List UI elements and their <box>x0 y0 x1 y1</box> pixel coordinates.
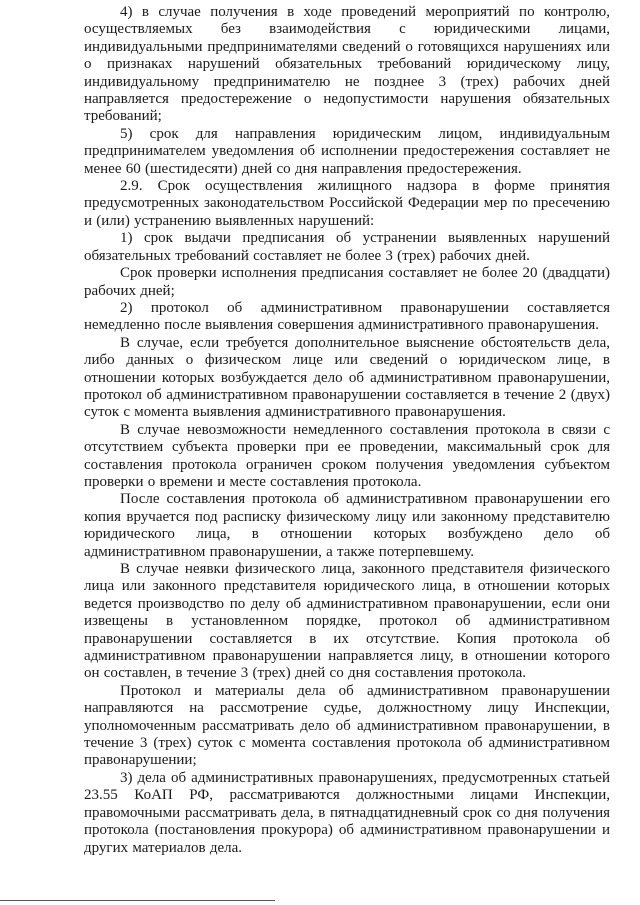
paragraph-additional-clarification: В случае, если требуется дополнительное выяснение обстоятельств дела, либо данных о физическом лице или сведений о юридическом лице, в отношении которых возбуждается дело об административном правонарушении, протокол об административном правонарушении составляется в течение 2 (двух) суток с момента выявления административного правонарушения. <box>84 334 610 421</box>
paragraph-item-4-warning: 4) в случае получения в ходе проведений мероприятий по контролю, осуществляемых без взаимодействия с юридическими лицами, индивидуальными предпринимателями сведений о готовящихся нарушениях или о признаках нарушений обязательных требований юридическому лицу, индивидуальному предпринимателю не позднее 3 (трех) рабочих дней направляется предостережение о недопустимости нарушения обязательных требований; <box>84 4 610 125</box>
footer-divider <box>0 900 275 901</box>
paragraph-item-5-notice-term: 5) срок для направления юридическим лицом, индивидуальным предпринимателем уведомления об исполнении предостережения составляет не менее 60 (шестидесяти) дней со дня направления предостережения. <box>84 125 610 177</box>
paragraph-non-appearance: В случае неявки физического лица, законного представителя физического лица или законного представителя юридического лица, в отношении которых ведется производство по делу об административном правонарушении, если они извещены в установленном порядке, протокол об административном правонарушении составляется в их отсутствие. Копия протокола об административном правонарушении направляется лицу, в отношении которого он составлен, в течение 3 (трех) дней со дня составления протокола. <box>84 561 610 682</box>
paragraph-item-1-order-term: 1) срок выдачи предписания об устранении выявленных нарушений обязательных требований составляет не более 3 (трех) рабочих дней. <box>84 230 610 264</box>
paragraph-order-check-term: Срок проверки исполнения предписания составляет не более 20 (двадцати) рабочих дней; <box>84 265 610 299</box>
paragraph-protocol-materials: Протокол и материалы дела об административном правонарушении направляются на рассмотрение судье, должностному лицу Инспекции, уполномоченным рассматривать дело об административном правонарушении, в течение 3 (трех) суток с момента составления протокола об административном правонарушении; <box>84 682 610 769</box>
paragraph-item-2-protocol: 2) протокол об административном правонарушении составляется немедленно после выявления совершения административного правонарушения. <box>84 299 610 334</box>
paragraph-impossibility: В случае невозможности немедленного составления протокола в связи с отсутствием субъекта проверки при ее проведении, максимальный срок для составления протокола ограничен сроком получения уведомления субъектом проверки о времени и месте составления протокола. <box>84 421 610 490</box>
paragraph-protocol-copy: После составления протокола об административном правонарушении его копия вручается под расписку физическому лицу или законному представителю юридического лица, в отношении которых возбуждено дело об административном правонарушении, а также потерпевшему. <box>84 491 610 560</box>
document-body <box>84 4 610 857</box>
paragraph-item-3-cases: 3) дела об административных правонарушениях, предусмотренных статьей 23.55 КоАП РФ, рассматриваются должностными лицами Инспекции, правомочными рассматривать дела, в пятнадцатидневный срок со дня получения протокола (постановления прокурора) об административном правонарушении и других материалов дела. <box>84 769 610 856</box>
paragraph-section-2-9: 2.9. Срок осуществления жилищного надзора в форме принятия предусмотренных законодательством Российской Федерации мер по пресечению и (или) устранению выявленных нарушений: <box>84 178 610 229</box>
